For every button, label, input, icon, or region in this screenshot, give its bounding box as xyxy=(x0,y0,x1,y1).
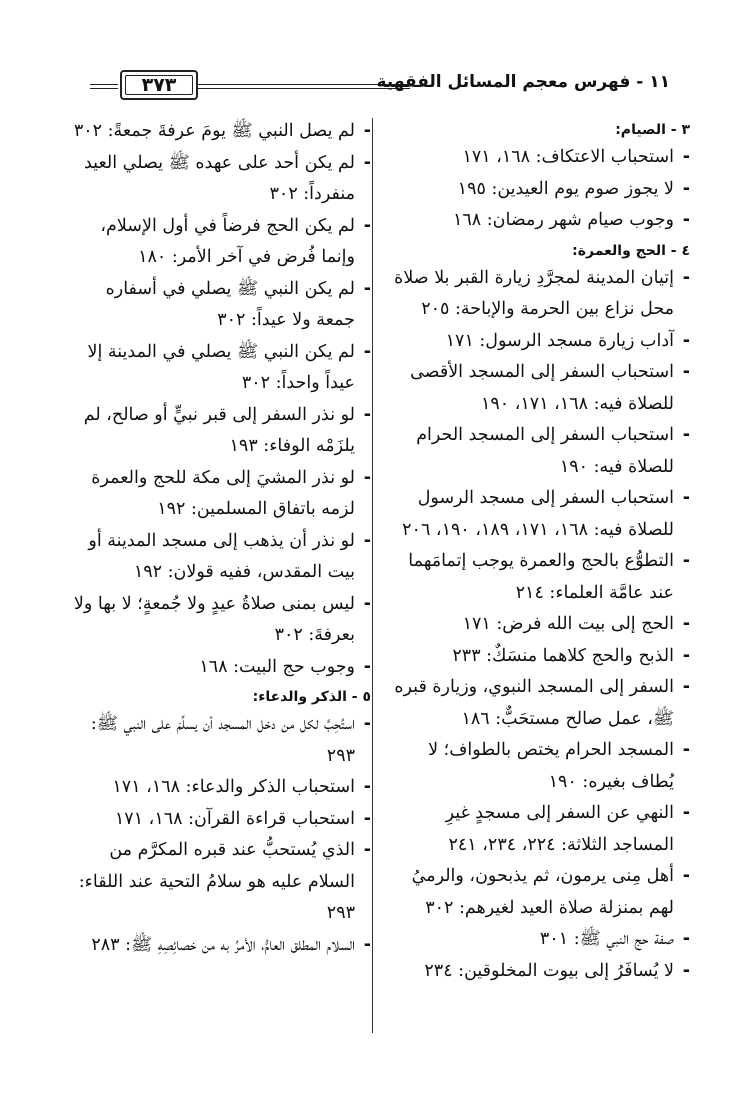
index-entry xyxy=(385,546,690,609)
index-entry xyxy=(66,652,371,684)
entry-dash: - xyxy=(682,614,690,634)
entry-text: استحباب الذكر والدعاء: xyxy=(180,777,355,797)
section-heading: ٥ - الذكر والدعاء: xyxy=(252,689,371,705)
entry-text: المسجد الحرام يختص بالطواف؛ لا يُطاف بغيره: xyxy=(428,740,674,792)
index-entry xyxy=(385,641,690,673)
entry-text: السفر إلى المسجد النبوي، وزيارة قبره ﷺ، عمل صالح مستحَبٌّ: xyxy=(394,677,674,729)
section-heading: ٣ - الصيام: xyxy=(615,122,690,138)
entry-text: استحباب السفر إلى مسجد الرسول للصلاة فيه: xyxy=(417,488,674,540)
entry-text: لا يُسافَرُ إلى بيوت المخلوقين: xyxy=(452,960,674,981)
index-entry xyxy=(385,420,690,483)
entry-dash: - xyxy=(363,530,371,551)
entry-page-refs: ١٨٠ xyxy=(138,247,167,267)
entry-text: لم يكن النبي ﷺ يصلي في أسفاره جمعة ولا عيداً: xyxy=(105,278,355,330)
entry-text: الذي يُستحبُّ عند قبره المكرَّم من السلام عليه هو سلامُ التحية عند اللقاء: xyxy=(78,840,355,892)
index-entry xyxy=(385,924,690,956)
entry-dash: - xyxy=(682,267,690,288)
left-column xyxy=(66,116,371,961)
index-entry xyxy=(66,463,371,526)
running-title: ١١ - فهرس معجم المسائل الفقهية xyxy=(376,72,670,92)
index-entry xyxy=(66,709,371,772)
index-entry xyxy=(385,326,690,358)
entry-dash: - xyxy=(363,404,371,425)
entry-dash: - xyxy=(363,341,371,362)
index-entry xyxy=(66,211,371,274)
index-entry xyxy=(66,835,371,930)
entry-text: استحباب الاعتكاف: xyxy=(530,147,674,167)
section-heading: ٤ - الحج والعمرة: xyxy=(572,242,690,259)
entry-page-refs: ٣٠١ xyxy=(539,929,569,949)
entry-text: استحباب السفر إلى المسجد الحرام للصلاة فيه: xyxy=(416,425,674,477)
entry-page-refs: ١٦٨، ١٧١ xyxy=(114,808,183,829)
entry-dash: - xyxy=(363,840,371,860)
index-entry xyxy=(66,337,371,400)
entry-text: التطوُّع بالحج والعمرة يوجب إتمامَهما عند عامَّة العلماء: xyxy=(408,551,674,603)
entry-page-refs: ٢١٤ xyxy=(515,582,544,603)
entry-text: لا يجوز صوم يوم العيدين: xyxy=(485,178,674,199)
entry-page-refs: ٢٠٥ xyxy=(421,299,450,319)
entry-text: إتيان المدينة لمجرَّدِ زيارة القبر بلا صلاة محل نزاع بين الحرمة والإباحة: xyxy=(394,267,674,319)
index-entry xyxy=(385,357,690,420)
entry-page-refs: ٢٣٤ xyxy=(424,960,453,981)
entry-dash: - xyxy=(682,210,690,230)
page-header xyxy=(90,70,670,104)
entry-page-refs: ٣٠٢ xyxy=(274,625,303,645)
entry-dash: - xyxy=(682,677,690,697)
entry-dash: - xyxy=(682,960,690,981)
index-entry xyxy=(66,400,371,463)
index-entry xyxy=(66,148,371,211)
entry-dash: - xyxy=(682,929,690,949)
index-entry xyxy=(385,205,690,237)
entry-text: وجوب حج البيت: xyxy=(227,656,355,677)
entry-text: النهي عن السفر إلى مسجدٍ غيرِ المساجد الثلاثة: xyxy=(445,803,674,855)
entry-page-refs: ٣٠٢ xyxy=(73,121,103,141)
page-number: ٣٧٣ xyxy=(120,70,198,100)
entry-page-refs: ١٦٨، ١٧١ xyxy=(112,777,181,797)
entry-dash: - xyxy=(363,467,371,488)
entry-dash: - xyxy=(363,656,371,677)
entry-dash: - xyxy=(682,740,690,760)
index-entry xyxy=(385,672,690,735)
entry-text: استحباب السفر إلى المسجد الأقصى للصلاة فيه: xyxy=(410,362,674,414)
index-entry xyxy=(66,772,371,804)
entry-page-refs: ١٩٢ xyxy=(133,562,163,582)
entry-page-refs: ١٦٨ xyxy=(199,656,228,677)
index-entry xyxy=(66,930,371,962)
entry-text: لو نذر أن يذهب إلى مسجد المدينة أو بيت المقدس، ففيه قولان: xyxy=(88,530,355,582)
entry-page-refs: ١٩٠ xyxy=(559,456,589,477)
entry-page-refs: ١٦٨، ١٧١، ١٩٠ xyxy=(480,393,589,414)
entry-dash: - xyxy=(363,121,371,141)
entry-text: لو نذر المشيَ إلى مكة للحج والعمرة لزمه باتفاق المسلمين: xyxy=(91,467,355,519)
entry-dash: - xyxy=(363,215,371,236)
index-entry xyxy=(385,142,690,174)
header-rule-left xyxy=(90,84,118,89)
entry-page-refs: ١٩٢ xyxy=(157,499,186,519)
entry-dash: - xyxy=(682,488,690,508)
entry-dash: - xyxy=(682,645,690,666)
entry-text: صفة حج النبي ﷺ: xyxy=(568,929,674,949)
entry-page-refs: ١٩٠ xyxy=(548,771,577,792)
entry-page-refs: ١٦٨ xyxy=(452,210,482,230)
entry-text: أهل مِنى يرمون، ثم يذبحون، والرميُ لهم بمنزلة صلاة العيد لغيرهم: xyxy=(411,866,674,918)
entry-page-refs: ١٨٦ xyxy=(461,708,490,729)
entry-page-refs: ٢٢٤، ٢٣٤، ٢٤١ xyxy=(448,834,556,855)
entry-page-refs: ٣٠٢ xyxy=(241,373,271,393)
entry-dash: - xyxy=(682,803,690,823)
index-entry xyxy=(66,274,371,337)
entry-page-refs: ١٦٨، ١٧١، ١٨٩، ١٩٠، ٢٠٦ xyxy=(402,519,589,540)
entry-dash: - xyxy=(682,178,690,199)
entry-dash: - xyxy=(682,362,690,382)
index-entry xyxy=(66,589,371,652)
entry-page-refs: ٣٠٢ xyxy=(217,310,246,330)
entry-text: لو نذر السفر إلى قبر نبيٍّ أو صالح، لم يلزَمْه الوفاء: xyxy=(83,404,355,456)
entry-text: استُحِبَّ لكل من دخل المسجد أن يسلِّمَ على النبي ﷺ: xyxy=(90,714,355,734)
entry-text: ليس بمنى صلاةُ عيدٍ ولا جُمعةٍ؛ لا بها ولا بعرفةَ: xyxy=(73,593,355,645)
entry-dash: - xyxy=(363,152,371,173)
entry-dash: - xyxy=(682,330,690,351)
index-entry xyxy=(385,263,690,326)
index-entry xyxy=(66,804,371,836)
entry-page-refs: ٢٨٣ xyxy=(91,934,120,955)
entry-text: لم يكن أحد على عهده ﷺ يصلي العيد منفرداً: xyxy=(84,152,355,204)
entry-page-refs: ٢٩٣ xyxy=(326,903,355,923)
entry-page-refs: ١٧١ xyxy=(462,614,491,634)
index-entry xyxy=(385,735,690,798)
index-entry xyxy=(66,526,371,589)
index-entry xyxy=(66,116,371,148)
index-entry xyxy=(385,798,690,861)
entry-dash: - xyxy=(363,777,371,797)
entry-page-refs: ١٩٥ xyxy=(457,178,486,199)
entry-dash: - xyxy=(682,866,690,886)
entry-page-refs: ١٧١ xyxy=(445,330,474,351)
entry-text: الحج إلى بيت الله فرض: xyxy=(490,614,674,634)
entry-text: استحباب قراءة القرآن: xyxy=(182,808,355,829)
entry-dash: - xyxy=(363,934,371,955)
entry-dash: - xyxy=(682,147,690,167)
entry-page-refs: ٢٩٣ xyxy=(326,745,355,766)
entry-dash: - xyxy=(363,278,371,299)
entry-text: لم يكن النبي ﷺ يصلي في المدينة إلا عيداً واحداً: xyxy=(87,341,355,393)
entry-dash: - xyxy=(682,425,690,445)
index-entry xyxy=(385,483,690,546)
index-entry xyxy=(385,609,690,641)
entry-dash: - xyxy=(363,808,371,829)
entry-text: الذبح والحج كلاهما منسَكٌ: xyxy=(480,645,674,666)
entry-page-refs: ١٦٨، ١٧١ xyxy=(462,147,531,167)
entry-text: آداب زيارة مسجد الرسول: xyxy=(473,330,674,351)
entry-dash: - xyxy=(682,551,690,571)
index-entry xyxy=(385,174,690,206)
entry-dash: - xyxy=(363,714,371,734)
entry-text: وجوب صيام شهر رمضان: xyxy=(481,210,674,230)
entry-page-refs: ٢٣٣ xyxy=(452,645,481,666)
entry-text: السلام المطلق العامُّ، الأمرُ به من خصائِصِهِ ﷺ: xyxy=(119,934,355,955)
index-entry xyxy=(385,956,690,988)
entry-page-refs: ٣٠٢ xyxy=(269,184,298,204)
right-column xyxy=(385,116,690,987)
entry-dash: - xyxy=(363,593,371,614)
index-entry xyxy=(385,861,690,924)
entry-page-refs: ١٩٣ xyxy=(229,436,258,456)
column-divider xyxy=(372,118,373,1033)
entry-text: لم يصل النبي ﷺ يومَ عرفةَ جمعةً: xyxy=(102,121,355,141)
entry-text: لم يكن الحج فرضاً في أول الإسلام، وإنما فُرض في آخر الأمر: xyxy=(100,215,355,267)
entry-page-refs: ٣٠٢ xyxy=(425,897,454,918)
